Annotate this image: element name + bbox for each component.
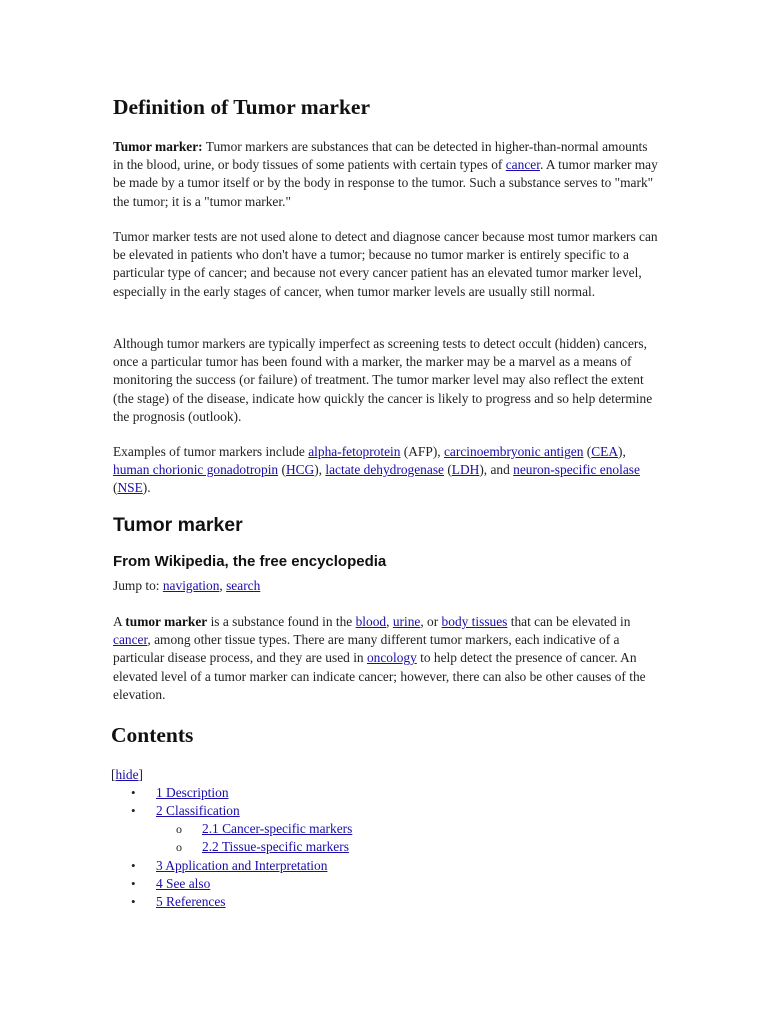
toc-hide-toggle xyxy=(111,766,143,784)
link-body-tissues[interactable]: body tissues xyxy=(441,614,508,629)
link-hcg[interactable]: HCG xyxy=(285,462,315,478)
text: ( xyxy=(278,462,286,478)
circle-bullet-icon: o xyxy=(176,822,182,836)
link-urine[interactable]: urine xyxy=(392,614,421,629)
toc-item-references[interactable]: 5 References xyxy=(156,894,226,909)
toc-item-tissue-specific[interactable]: 2.2 Tissue-specific markers xyxy=(202,839,349,854)
contents-heading: Contents xyxy=(111,723,194,747)
bullet-icon: • xyxy=(131,858,136,873)
link-blood[interactable]: blood xyxy=(355,614,387,629)
text: . A tumor marker may be made by a tumor itself or by the body in response to the tumor. Such a substance serves to "mark" the tumor; it is a "tumor marker." xyxy=(113,157,658,209)
text: ( xyxy=(443,462,452,478)
link-lactate-dehydrogenase[interactable]: lactate dehydrogenase xyxy=(325,462,444,478)
bracket: ] xyxy=(138,767,143,782)
link-carcinoembryonic-antigen[interactable]: carcinoembryonic antigen xyxy=(443,444,584,459)
link-navigation[interactable]: navigation xyxy=(162,578,220,593)
bold-term: tumor marker xyxy=(125,614,208,629)
bullet-icon: • xyxy=(131,876,136,891)
definition-paragraph-2: Tumor marker tests are not used alone to detect and diagnose cancer because most tumor markers can be elevated in patients who don't have a tumor; because no tumor marker is entirely specific to a particular type of cancer; and because not every cancer patient has an elevated tumor marker level, especially in the early stages of cancer, when tumor marker levels are usually still normal. xyxy=(113,229,658,299)
link-alpha-fetoprotein[interactable]: alpha-fetoprotein xyxy=(308,444,401,459)
toc-item-cancer-specific[interactable]: 2.1 Cancer-specific markers xyxy=(202,821,353,836)
text: , or xyxy=(420,614,442,629)
text: Tumor markers are substances that can be detected in higher-than-normal amounts in the blood, urine, or body tissues of some patients with certain types of xyxy=(113,139,648,173)
text: ), xyxy=(314,462,326,478)
text: ). xyxy=(142,480,151,496)
bullet-icon: • xyxy=(131,894,136,909)
toc-item-description[interactable]: 1 Description xyxy=(156,785,229,800)
definition-label: Tumor marker: xyxy=(113,139,203,154)
toc-item-application[interactable]: 3 Application and Interpretation xyxy=(156,858,328,873)
hide-link[interactable]: hide xyxy=(115,767,139,782)
circle-bullet-icon: o xyxy=(176,840,182,854)
text: , xyxy=(386,614,393,629)
text: A xyxy=(113,614,126,629)
definition-paragraph-4 xyxy=(113,443,658,498)
link-cea[interactable]: CEA xyxy=(591,444,619,459)
link-ldh[interactable]: LDH xyxy=(451,462,480,478)
text: (AFP), xyxy=(400,444,444,459)
page-title: Definition of Tumor marker xyxy=(113,95,371,119)
definition-paragraph-3: Although tumor markers are typically imperfect as screening tests to detect occult (hidden) cancers, once a particular tumor has been found with a marker, the marker may be a marvel as a means of monitoring the success (or failure) of treatment. The tumor marker level may also reflect the extent (the stage) of the disease, indicate how quickly the cancer is likely to progress and so help determine the prognosis (outlook). xyxy=(113,336,653,424)
link-nse[interactable]: NSE xyxy=(117,480,143,496)
link-search[interactable]: search xyxy=(226,578,261,593)
text: to help detect the presence of cancer. An elevated level of a tumor marker can indicate cancer; however, there can also be other causes of the elevation. xyxy=(113,650,646,702)
text: that can be elevated in xyxy=(507,614,631,629)
wiki-intro-paragraph xyxy=(113,613,658,704)
toc-item-see-also[interactable]: 4 See also xyxy=(156,876,211,891)
link-cancer[interactable]: cancer xyxy=(505,157,540,173)
text: , xyxy=(219,578,227,593)
link-human-chorionic-gonadotropin[interactable]: human chorionic gonadotropin xyxy=(113,462,279,478)
text: ), and xyxy=(479,462,514,478)
wiki-subtitle: From Wikipedia, the free encyclopedia xyxy=(113,553,387,570)
text: ( xyxy=(113,480,118,496)
jump-label: Jump to: xyxy=(113,578,163,593)
text: is a substance found in the xyxy=(207,614,356,629)
text: ( xyxy=(583,444,592,459)
toc-item-classification[interactable]: 2 Classification xyxy=(156,803,240,818)
bullet-icon: • xyxy=(131,785,136,800)
text: , among other tissue types. There are many different tumor markers, each indicative of a particular disease process, and they are used in xyxy=(113,632,620,666)
text: ), xyxy=(618,444,626,459)
link-cancer-wiki[interactable]: cancer xyxy=(113,632,148,648)
link-neuron-specific-enolase[interactable]: neuron-specific enolase xyxy=(513,462,640,478)
definition-paragraph-1 xyxy=(113,138,658,211)
bullet-icon: • xyxy=(131,803,136,818)
bracket: [ xyxy=(111,767,116,782)
jump-to-line xyxy=(113,577,658,595)
wiki-article-title: Tumor marker xyxy=(113,514,243,536)
link-oncology[interactable]: oncology xyxy=(366,650,417,666)
text: Examples of tumor markers include xyxy=(113,444,309,459)
